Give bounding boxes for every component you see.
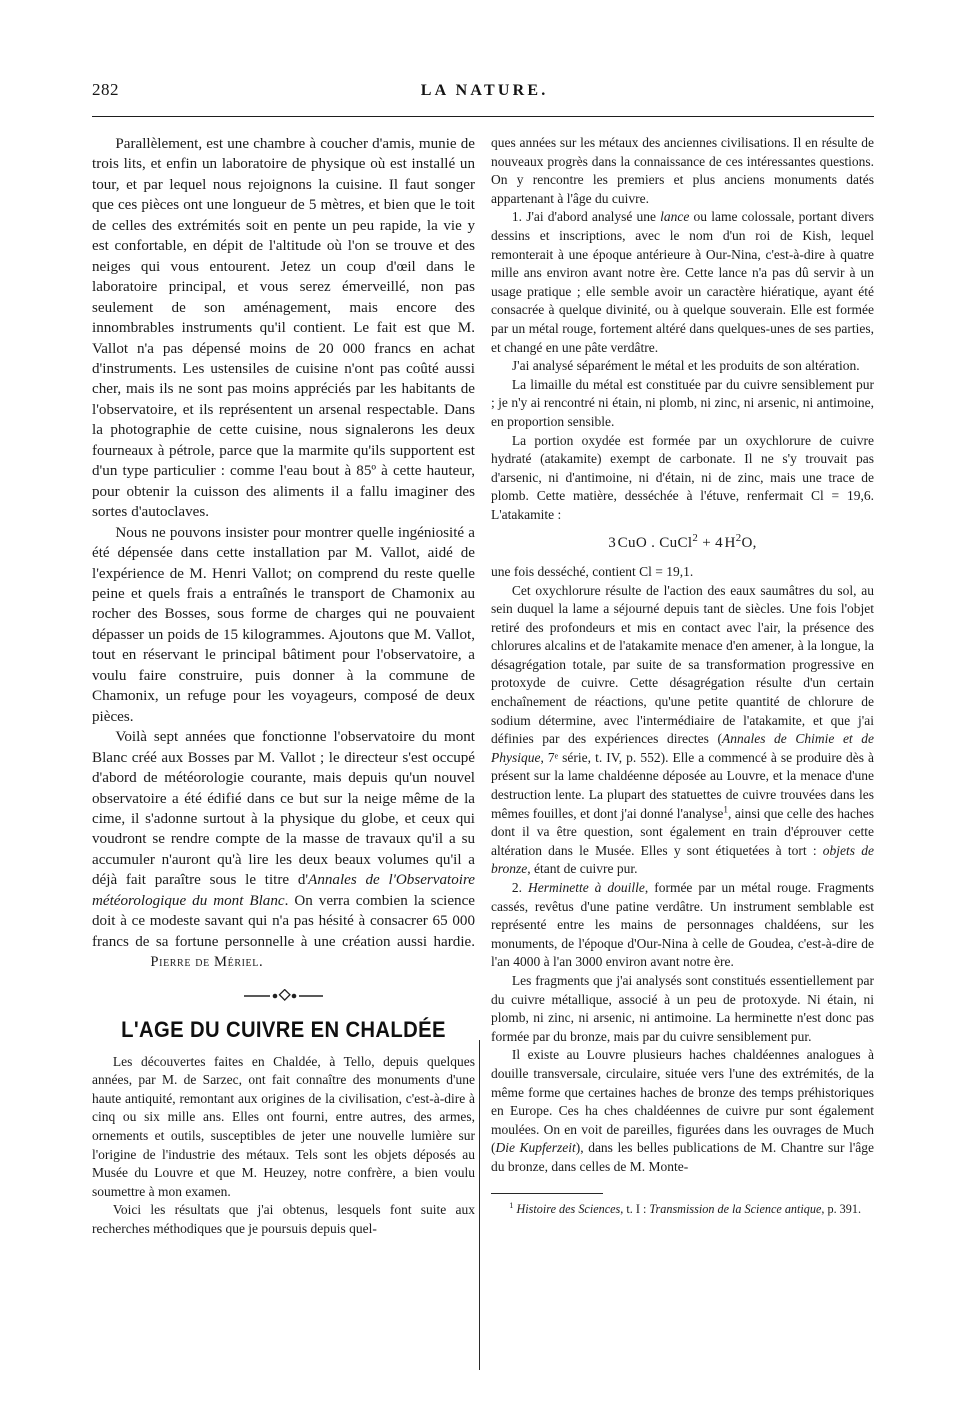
- paragraph: Nous ne pouvons insister pour montrer quelle ingéniosité a été dépensée dans cette installation par M. Vallot, aidé de l'expérience de M. Henri Vallot; on comprend du reste quelle peine et quels frais a entraînés le transport de Chamonix au rocher des Bosses, sous forme de charges qui ne pouvaient dépasser un poids de 15 kilogrammes. Ajoutons que M. Vallot, tout en réservant le principal bâtiment pour l'observatoire, a voulu faire construire, puis donner à la commune de Chamonix, un refuge pour les voyageurs, composé de deux pièces.: [92, 524, 475, 725]
- formula-superscript-1: 2: [692, 532, 699, 545]
- paragraph: Voici les résultats que j'ai obtenus, lesquels font suite aux recherches méthodiques que je poursuis depuis quel-: [92, 1202, 475, 1236]
- formula-operator: +: [702, 535, 712, 552]
- paragraph-text: Il existe au Louvre plusieurs haches chaldéennes analogues à douille transversale, circulaire, située vers l'une des extrémités, de la même forme que certaines haches de bronze des temps préhistoriques en Europe. Ces ha ches chaldéennes de cuivre pur sont également moulées. On en voit de pareilles, figurées dans les ouvrages de Much (: [491, 1047, 874, 1156]
- italic-footnote-title-1: Histoire des Sciences: [516, 1201, 621, 1216]
- italic-footnote-title-2: Transmission de la Science antique: [649, 1201, 822, 1216]
- paragraph-text: Cet oxychlorure résulte de l'action des eaux saumâtres du sol, au sein duquel la lame a séjourné depuis tant de siècles. Une fois l'objet retiré des profondeurs et mis en contact avec l'air, la présence des chlorures alcalins et de l'atakamite menace d'en amener, à la longue, la désagrégation totale, par suite de sa transformation progressive en protoxyde de cuivre. Cette désagrégation résulte d'un certain enchaînement de réactions, qu'une petite quantité de chlorure de sodium détermine, avec l'intermédiaire de l'atakamite, et que j'ai définies par des expériences directes (: [491, 582, 874, 747]
- formula-part-3: O,: [741, 535, 757, 552]
- footnote-middle: , t. I :: [620, 1201, 650, 1216]
- footnote-reference[interactable]: 1: [723, 804, 728, 815]
- paragraph: ques années sur les métaux des anciennes civilisations. Il en résulte de nouveaux progrès dans la connaissance de ces intéressantes questions. On y rencontre les premiers et plus anciens monuments datés appartenant à l'âge du cuivre.: [491, 135, 874, 206]
- paragraph-text: 1. J'ai d'abord analysé une: [511, 209, 661, 225]
- paragraph: La portion oxydée est formée par un oxychlorure de cuivre hydraté (atakamite) exempt de carbonate. Il ne s'y trouvait pas d'arsenic, ni d'antimoine, ni d'étain, ni de zinc, mais une trace de plomb. Cette matière, desséchée à l'étuve, renfermait Cl = 19,6. L'atakamite :: [491, 432, 874, 522]
- formula-part-2: H: [724, 535, 736, 552]
- paragraph-text: 2.: [511, 880, 528, 896]
- header-rule: [92, 116, 874, 117]
- article-heading: L'AGE DU CUIVRE EN CHALDÉE: [121, 1016, 446, 1042]
- paragraph: La limaille du métal est constituée par du cuivre sensiblement pur ; je n'y ai rencontré ni étain, ni plomb, ni zinc, ni arsenic, ni antimoine, en proportion sensible.: [491, 376, 874, 429]
- formula-part-1: CuO . CuCl: [617, 535, 693, 552]
- paragraph-herminette: [491, 879, 874, 972]
- italic-term: lance: [660, 209, 690, 225]
- page-folio: 282: [92, 80, 119, 99]
- footnote-rule: [491, 1193, 603, 1194]
- paragraph-text-end: . On verra combien la science doit à ce modeste savant qui n'a pas hésité à consacrer 65 000 francs de sa fortune personnelle à une création aussi hardie.: [92, 892, 475, 950]
- footnote-marker: 1: [509, 1200, 514, 1210]
- paragraph-text-mid: , 7ᵉ série, t. IV, p. 552). Elle a commencé à se produire dès à présent sur la lame chaldéenne déposée au Louvre, et la menace d'une destruction lente. La plupart des statuettes de cuivre trouvées dans les mêmes fouilles, et dont j'ai donné l'analyse: [491, 749, 874, 821]
- journal-title: LA NATURE.: [420, 82, 549, 99]
- paragraph-text-mid2: , ainsi que celle des haches dont il va être question, sont également en train d'éprouver cette altération dans le Musée. Elles y sont étiquetées à tort :: [491, 805, 874, 858]
- italic-book-title: Die Kupferzeit: [495, 1140, 576, 1156]
- paragraph: Les fragments que j'ai analysés sont constitués essentiellement par du cuivre métallique, associé à un peu de protoxyde. Ni étain, ni plomb, ni zinc, ni arsenic, ni antimoine. La herminette n'est donc pas formée par du bronze, mais par du cuivre sensiblement pur.: [491, 972, 874, 1044]
- paragraph-haches: [491, 1046, 874, 1176]
- paragraph: J'ai analysé séparément le métal et les produits de son altération.: [511, 358, 860, 374]
- paragraph: une fois desséché, contient Cl = 19,1.: [491, 563, 694, 579]
- formula-coefficient-1: 3: [608, 535, 617, 552]
- formula-coefficient-2: 4: [715, 535, 723, 552]
- right-column: [491, 134, 874, 1217]
- paragraph-with-signature: [92, 727, 475, 972]
- italic-term: Herminette à douille: [528, 880, 645, 896]
- paragraph-text: Voilà sept années que fonctionne l'observatoire du mont Blanc créé aux Bosses par M. Vallot ; le directeur s'est occupé d'abord de météorologie courante, mais depuis qu'un nouvel observatoire a été édifié dans ce but sur la neige même de la cime, il s'adonne surtout à la physique du globe, et ceux qui voudront se rendre compte de la masse de travaux qu'il a su accumuler n'auront qu'à lire les deux beaux volumes qu'il a déjà fait paraître sous le titre d': [92, 729, 475, 889]
- paragraph-text-end: , étant de cuivre pur.: [527, 861, 638, 877]
- author-signature: Pierre de Mériel.: [150, 954, 264, 971]
- paragraph-text-end: , formée par un métal rouge. Fragments cassés, revêtus d'une patine verdâtre. Un instrument semblable est représenté entre les mains de personnages chaldéens, sur les monuments, de l'époque d'Our-Nina à celle de Goudea, c'est-à-dire de l'an 4000 à l'an 3000 environ avant notre ère.: [491, 880, 874, 970]
- italic-book-title: Annales de l'Observatoire météorologique du mont Blanc: [92, 872, 475, 909]
- running-head: [92, 80, 874, 108]
- paragraph-text-end: ou lame colossale, portant divers dessins et inscriptions, avec le nom d'un roi de Kish, lequel remonterait à une époque antérieure à Our-Nina, c'est-à-dire à quatre mille ans environ avant notre ère. Cette lance n'a pas dû servir à un usage pratique ; elle semble avoir un caractère hiératique, ayant été consacrée à quelque divinité, ou à quelque souverain. Elle est formée par un métal rouge, fortement altéré dans quelques-unes de ses parties, et changé en une pâte verdâtre.: [491, 209, 875, 355]
- paragraph: Les découvertes faites en Chaldée, à Tello, depuis quelques années, par M. de Sarzec, ont fait connaître des monuments d'une haute antiquité, remontant aux origines de la civilisation, c'est-à-dire à cinq ou six mille ans. Elles ont fourni, entre autres, des armes, ornements et outils, susceptibles de jeter une nouvelle lumière sur l'origine de l'industrie des métaux. Tels sont les objets déposés au Musée du Louvre et que M. Heuzey, notre confrère, a bien voulu soumettre à mon examen.: [92, 1053, 475, 1199]
- paragraph: Parallèlement, est une chambre à coucher d'amis, munie de trois lits, et enfin un laboratoire de physique où est installé un tour, et par lequel nous rejoignons la cuisine. Il faut songer que ces pièces ont une longueur de 5 mètres, et bien que le toit de celles des extrémités soit en pente un peu rapide, la vie y est confortable, en dépit de l'altitude où l'on se trouve et des neiges qui vous entourent. Jetez un coup d'œil dans le laboratoire principal, et vous serez émerveillé, non pas seulement de son aménagement, mais encore des innombrables instruments qu'il contient. Le fait est que M. Vallot n'a pas dépensé moins de 20 000 francs en achat d'instruments. Les ustensiles de cuisine n'ont pas coûté aussi cher, mais ils ne sont pas moins appréciés par les habitants de l'observatoire, et ils représentent un arsenal respectable. Dans la photographie de cette cuisine, nous signalerons les deux fourneaux à pétrole, parce que la marmite qu'ils supportent est d'un type particulier : comme l'eau bout à 85º à cette hauteur, pour obtenir la cuisson des aliments il a fallu imaginer des sortes d'autoclaves.: [92, 136, 475, 521]
- paragraph-oxychlorure: [491, 582, 874, 880]
- paragraph-text-end: ), dans les belles publications de M. Chantre sur l'âge du bronze, dans celles de M. Monte-: [491, 1140, 874, 1174]
- chemical-formula: [491, 533, 874, 553]
- paragraph-lance: [491, 208, 874, 357]
- italic-journal-title: Annales de Chimie et de Physique: [491, 731, 874, 765]
- footnote-text: [491, 1201, 874, 1217]
- footnote-end: , p. 391.: [821, 1201, 861, 1216]
- italic-phrase: objets de bronze: [491, 842, 874, 877]
- diamond-ornament-icon: [92, 981, 475, 1011]
- formula-superscript-2: 2: [735, 532, 742, 545]
- column-divider: [479, 1040, 480, 1370]
- left-column: [92, 134, 475, 1239]
- footnote-section: [491, 1193, 874, 1217]
